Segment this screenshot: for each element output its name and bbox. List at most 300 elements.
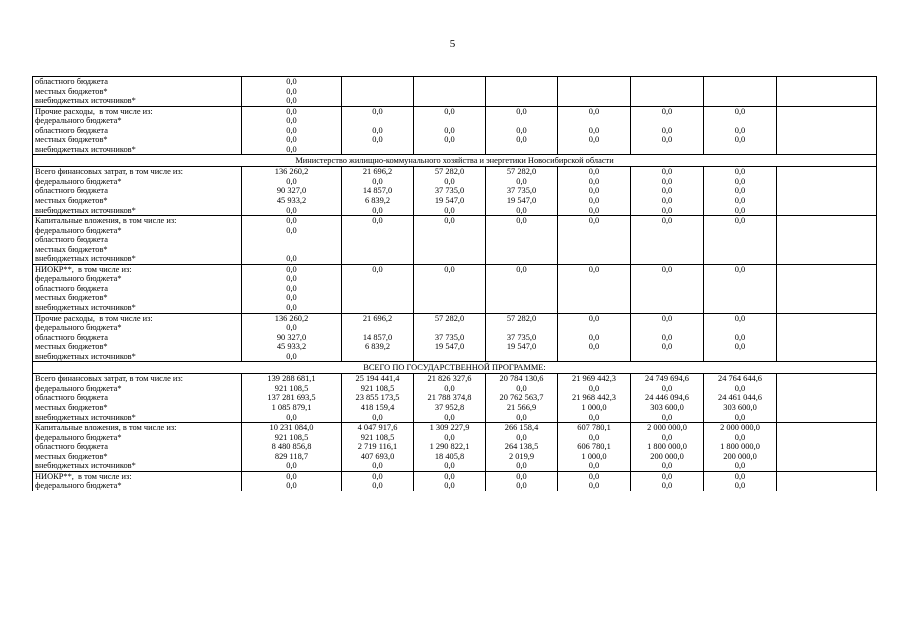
- cell-value: 0,0: [516, 106, 527, 116]
- row-label: Прочие расходы, в том числе из:: [35, 106, 153, 116]
- row-label: областного бюджета: [35, 332, 108, 342]
- cell-value: [342, 226, 413, 236]
- cell-value: 0,0: [661, 481, 673, 491]
- row-label: областного бюджета: [35, 235, 108, 245]
- cell-value: [414, 245, 485, 255]
- cell-value: [631, 274, 703, 284]
- value-cell: [704, 471, 777, 491]
- row-label: федерального бюджета*: [35, 176, 122, 186]
- cell-value: 0,0: [588, 186, 600, 196]
- cell-value: [777, 374, 876, 384]
- cell-value: [558, 254, 630, 264]
- cell-value: [704, 254, 776, 264]
- value-cell: [242, 264, 342, 313]
- row-label: внебюджетных источников*: [35, 96, 136, 106]
- value-cell: [414, 264, 486, 313]
- cell-value: 1 800 000,0: [720, 442, 760, 452]
- cell-value: 0,0: [444, 471, 455, 481]
- cell-value: 57 282,0: [434, 313, 465, 323]
- cell-value: 0,0: [286, 323, 297, 333]
- cell-value: 0,0: [661, 216, 673, 226]
- cell-value: 607 780,1: [577, 423, 611, 433]
- cell-value: [486, 352, 557, 362]
- cell-value: [631, 235, 703, 245]
- cell-value: [242, 235, 341, 245]
- table-body: [33, 77, 877, 491]
- cell-value: 0,0: [286, 351, 297, 361]
- cell-value: 23 855 173,5: [355, 393, 400, 403]
- value-cell: [342, 106, 414, 155]
- cell-value: [414, 116, 485, 126]
- value-cell: [631, 374, 704, 423]
- cell-value: 407 693,0: [360, 451, 395, 461]
- cell-value: [558, 293, 630, 303]
- row-label: федерального бюджета*: [35, 481, 122, 491]
- cell-value: 0,0: [588, 264, 600, 274]
- cell-value: [486, 116, 557, 126]
- cell-value: 57 282,0: [506, 313, 537, 323]
- cell-value: 19 547,0: [434, 196, 465, 206]
- cell-value: 0,0: [372, 216, 383, 226]
- cell-value: 0,0: [372, 205, 383, 215]
- cell-value: [486, 96, 557, 106]
- cell-value: [486, 226, 557, 236]
- cell-value: 19 547,0: [506, 196, 537, 206]
- value-cell: [486, 106, 558, 155]
- cell-value: 19 547,0: [434, 342, 465, 352]
- cell-value: 0,0: [516, 461, 527, 471]
- cell-value: 0,0: [661, 313, 673, 323]
- cell-value: 24 461 044,6: [718, 393, 762, 403]
- row-label: местных бюджетов*: [35, 293, 108, 303]
- value-cell: [777, 216, 877, 265]
- row-label: Всего финансовых затрат, в том числе из:: [35, 374, 183, 384]
- value-cell: [704, 423, 777, 472]
- cell-value: 921 108,5: [274, 432, 309, 442]
- cell-value: [777, 265, 876, 275]
- cell-value: [777, 452, 876, 462]
- cell-value: 418 159,4: [360, 402, 395, 412]
- cell-value: 0,0: [734, 432, 746, 442]
- value-cell: [704, 264, 777, 313]
- cell-value: [777, 403, 876, 413]
- cell-value: [486, 87, 557, 97]
- cell-value: 0,0: [286, 461, 297, 471]
- row-label: федерального бюджета*: [35, 274, 122, 284]
- row-label: федерального бюджета*: [35, 432, 122, 442]
- cell-value: 24 749 694,6: [645, 374, 689, 384]
- row-label: НИОКР**, в том числе из:: [35, 264, 132, 274]
- cell-value: 6 839,2: [364, 196, 391, 206]
- cell-value: [777, 442, 876, 452]
- cell-value: 0,0: [286, 264, 297, 274]
- value-cell: [242, 106, 342, 155]
- row-label: местных бюджетов*: [35, 135, 108, 145]
- cell-value: 0,0: [734, 342, 746, 352]
- cell-value: [704, 303, 776, 313]
- cell-value: 921 108,5: [274, 383, 309, 393]
- cell-value: [777, 284, 876, 294]
- cell-value: 8 480 856,8: [271, 442, 312, 452]
- cell-value: 0,0: [588, 432, 600, 442]
- cell-value: [777, 323, 876, 333]
- cell-value: [704, 235, 776, 245]
- value-cell: [486, 471, 558, 491]
- cell-value: 0,0: [661, 342, 673, 352]
- row-label: Прочие расходы, в том числе из:: [35, 313, 153, 323]
- cell-value: [704, 145, 776, 155]
- value-cell: [558, 471, 631, 491]
- cell-value: 0,0: [516, 471, 527, 481]
- value-cell: [631, 167, 704, 216]
- cell-value: 0,0: [286, 274, 297, 284]
- cell-value: 0,0: [516, 205, 527, 215]
- cell-value: 0,0: [286, 254, 297, 264]
- cell-value: 0,0: [734, 264, 746, 274]
- section-header-row: [33, 362, 877, 374]
- row-labels-cell: [33, 264, 242, 313]
- cell-value: [631, 303, 703, 313]
- row-label: областного бюджета: [35, 125, 108, 135]
- cell-value: [558, 87, 630, 97]
- cell-value: [631, 145, 703, 155]
- value-cell: [777, 77, 877, 107]
- cell-value: 0,0: [661, 412, 673, 422]
- value-cell: [558, 167, 631, 216]
- cell-value: 0,0: [734, 125, 746, 135]
- cell-value: 90 327,0: [276, 332, 307, 342]
- row-label: местных бюджетов*: [35, 342, 108, 352]
- cell-value: [342, 245, 413, 255]
- cell-value: 0,0: [516, 125, 527, 135]
- cell-value: 0,0: [734, 461, 746, 471]
- cell-value: 2 000 000,0: [720, 423, 760, 433]
- value-cell: [342, 264, 414, 313]
- value-cell: [414, 106, 486, 155]
- cell-value: 0,0: [372, 125, 383, 135]
- cell-value: [777, 293, 876, 303]
- value-cell: [486, 374, 558, 423]
- cell-value: 0,0: [588, 205, 600, 215]
- value-cell: [486, 313, 558, 362]
- cell-value: [342, 323, 413, 333]
- value-cell: [704, 77, 777, 107]
- cell-value: [777, 393, 876, 403]
- value-cell: [631, 471, 704, 491]
- cell-value: 0,0: [661, 471, 673, 481]
- cell-value: [342, 235, 413, 245]
- cell-value: 2 019,9: [508, 451, 535, 461]
- cell-value: 303 600,0: [650, 402, 684, 412]
- cell-value: 200 000,0: [650, 451, 684, 461]
- value-cell: [777, 106, 877, 155]
- cell-value: 0,0: [372, 135, 383, 145]
- cell-value: 24 764 644,6: [718, 374, 762, 384]
- cell-value: 18 405,8: [434, 451, 465, 461]
- cell-value: [777, 177, 876, 187]
- cell-value: 0,0: [734, 216, 746, 226]
- row-label: Всего финансовых затрат, в том числе из:: [35, 167, 183, 177]
- cell-value: [486, 274, 557, 284]
- cell-value: 0,0: [372, 106, 383, 116]
- cell-value: 0,0: [661, 125, 673, 135]
- value-cell: [242, 216, 342, 265]
- table-row: [33, 374, 877, 423]
- cell-value: [486, 145, 557, 155]
- cell-value: 37 735,0: [434, 332, 465, 342]
- row-label: внебюджетных источников*: [35, 351, 136, 361]
- value-cell: [631, 264, 704, 313]
- cell-value: 0,0: [661, 196, 673, 206]
- cell-value: [777, 206, 876, 216]
- cell-value: [777, 314, 876, 324]
- cell-value: 0,0: [661, 432, 673, 442]
- cell-value: 1 800 000,0: [647, 442, 687, 452]
- cell-value: 0,0: [661, 461, 673, 471]
- cell-value: 0,0: [734, 135, 746, 145]
- cell-value: 1 085 879,1: [271, 402, 312, 412]
- table-row: [33, 423, 877, 472]
- cell-value: [777, 413, 876, 423]
- row-label: федерального бюджета*: [35, 323, 122, 333]
- cell-value: 0,0: [734, 167, 746, 177]
- cell-value: 6 839,2: [364, 342, 391, 352]
- cell-value: [414, 226, 485, 236]
- cell-value: 0,0: [588, 167, 600, 177]
- value-cell: [342, 374, 414, 423]
- row-label: областного бюджета: [35, 393, 108, 403]
- value-cell: [486, 216, 558, 265]
- cell-value: 139 288 681,1: [267, 374, 316, 384]
- cell-value: 37 952,8: [434, 402, 465, 412]
- cell-value: [558, 116, 630, 126]
- cell-value: 57 282,0: [506, 167, 537, 177]
- cell-value: [777, 235, 876, 245]
- cell-value: [414, 274, 485, 284]
- row-label: местных бюджетов*: [35, 451, 108, 461]
- cell-value: 0,0: [444, 205, 455, 215]
- value-cell: [342, 77, 414, 107]
- cell-value: 0,0: [734, 481, 746, 491]
- cell-value: [558, 145, 630, 155]
- cell-value: [777, 274, 876, 284]
- cell-value: 0,0: [588, 313, 600, 323]
- value-cell: [242, 77, 342, 107]
- cell-value: 2 719 116,1: [357, 442, 398, 452]
- cell-value: 21 788 374,8: [427, 393, 472, 403]
- cell-value: 0,0: [661, 135, 673, 145]
- cell-value: [777, 423, 876, 433]
- cell-value: 264 138,5: [504, 442, 539, 452]
- table-row: [33, 264, 877, 313]
- cell-value: 0,0: [734, 176, 746, 186]
- cell-value: [486, 293, 557, 303]
- cell-value: 0,0: [734, 106, 746, 116]
- cell-value: [704, 284, 776, 294]
- cell-value: 0,0: [516, 264, 527, 274]
- cell-value: [777, 384, 876, 394]
- cell-value: [342, 77, 413, 87]
- cell-value: [342, 274, 413, 284]
- value-cell: [414, 471, 486, 491]
- cell-value: 0,0: [516, 481, 527, 491]
- cell-value: 0,0: [286, 77, 297, 86]
- value-cell: [242, 374, 342, 423]
- cell-value: 21 826 327,6: [427, 374, 472, 384]
- cell-value: 1 290 822,1: [429, 442, 470, 452]
- cell-value: [486, 235, 557, 245]
- cell-value: [414, 235, 485, 245]
- cell-value: 21 696,2: [362, 313, 393, 323]
- cell-value: [704, 96, 776, 106]
- cell-value: [704, 87, 776, 97]
- row-labels-cell: [33, 423, 242, 472]
- cell-value: 0,0: [286, 106, 297, 116]
- cell-value: [558, 235, 630, 245]
- value-cell: [631, 77, 704, 107]
- cell-value: [777, 342, 876, 352]
- cell-value: 0,0: [516, 383, 527, 393]
- cell-value: [486, 323, 557, 333]
- cell-value: 0,0: [734, 205, 746, 215]
- value-cell: [704, 167, 777, 216]
- cell-value: [777, 145, 876, 155]
- cell-value: [777, 186, 876, 196]
- cell-value: [414, 87, 485, 97]
- value-cell: [704, 313, 777, 362]
- cell-value: [704, 116, 776, 126]
- cell-value: 0,0: [588, 216, 600, 226]
- cell-value: 14 857,0: [362, 332, 393, 342]
- cell-value: 21 969 442,3: [572, 374, 616, 384]
- value-cell: [342, 471, 414, 491]
- cell-value: 266 158,4: [504, 423, 539, 433]
- cell-value: [777, 472, 876, 482]
- section-header: Министерство жилищно-коммунального хозяйства и энергетики Новосибирской области: [33, 155, 877, 167]
- cell-value: 19 547,0: [506, 342, 537, 352]
- cell-value: 303 600,0: [723, 402, 757, 412]
- cell-value: [777, 303, 876, 313]
- cell-value: [558, 96, 630, 106]
- row-label: внебюджетных источников*: [35, 461, 136, 471]
- cell-value: [777, 352, 876, 362]
- row-label: внебюджетных источников*: [35, 144, 136, 154]
- cell-value: 0,0: [588, 383, 600, 393]
- cell-value: 0,0: [286, 96, 297, 106]
- cell-value: 0,0: [286, 176, 297, 186]
- section-header: ВСЕГО ПО ГОСУДАРСТВЕННОЙ ПРОГРАММЕ:: [33, 362, 877, 374]
- value-cell: [342, 216, 414, 265]
- cell-value: [777, 126, 876, 136]
- cell-value: [414, 284, 485, 294]
- row-label: областного бюджета: [35, 442, 108, 452]
- cell-value: 0,0: [588, 135, 600, 145]
- cell-value: [777, 116, 876, 126]
- cell-value: [342, 352, 413, 362]
- cell-value: [704, 245, 776, 255]
- cell-value: [558, 274, 630, 284]
- cell-value: 0,0: [588, 412, 600, 422]
- cell-value: 829 118,7: [274, 451, 309, 461]
- cell-value: [342, 96, 413, 106]
- cell-value: 0,0: [444, 383, 455, 393]
- value-cell: [342, 423, 414, 472]
- cell-value: [414, 77, 485, 87]
- cell-value: [414, 254, 485, 264]
- value-cell: [777, 313, 877, 362]
- cell-value: [631, 226, 703, 236]
- cell-value: [558, 323, 630, 333]
- cell-value: 0,0: [372, 481, 383, 491]
- cell-value: 0,0: [588, 332, 600, 342]
- cell-value: 0,0: [286, 303, 297, 313]
- table-row: [33, 167, 877, 216]
- cell-value: 0,0: [661, 383, 673, 393]
- cell-value: [558, 352, 630, 362]
- value-cell: [777, 374, 877, 423]
- cell-value: 20 784 130,6: [499, 374, 544, 384]
- cell-value: [631, 87, 703, 97]
- table-row: [33, 471, 877, 491]
- cell-value: [631, 323, 703, 333]
- cell-value: 0,0: [372, 264, 383, 274]
- row-label: областного бюджета: [35, 186, 108, 196]
- cell-value: 0,0: [444, 216, 455, 226]
- value-cell: [414, 313, 486, 362]
- row-label: местных бюджетов*: [35, 402, 108, 412]
- cell-value: 0,0: [734, 313, 746, 323]
- cell-value: 0,0: [444, 106, 455, 116]
- cell-value: 0,0: [734, 196, 746, 206]
- value-cell: [414, 167, 486, 216]
- cell-value: [242, 245, 341, 255]
- value-cell: [704, 106, 777, 155]
- value-cell: [242, 167, 342, 216]
- cell-value: 0,0: [661, 205, 673, 215]
- cell-value: [414, 303, 485, 313]
- value-cell: [242, 423, 342, 472]
- cell-value: [777, 333, 876, 343]
- cell-value: 0,0: [588, 471, 600, 481]
- value-cell: [631, 423, 704, 472]
- cell-value: 0,0: [444, 135, 455, 145]
- cell-value: 0,0: [444, 461, 455, 471]
- cell-value: 90 327,0: [276, 186, 307, 196]
- cell-value: 21 968 442,3: [572, 393, 616, 403]
- row-labels-cell: [33, 167, 242, 216]
- cell-value: 0,0: [286, 144, 297, 154]
- value-cell: [414, 374, 486, 423]
- value-cell: [631, 216, 704, 265]
- cell-value: [704, 77, 776, 87]
- cell-value: 0,0: [286, 116, 297, 126]
- cell-value: 37 735,0: [434, 186, 465, 196]
- cell-value: [631, 77, 703, 87]
- cell-value: [631, 116, 703, 126]
- cell-value: [342, 303, 413, 313]
- value-cell: [558, 216, 631, 265]
- cell-value: [342, 254, 413, 264]
- value-cell: [777, 471, 877, 491]
- cell-value: [631, 284, 703, 294]
- cell-value: [777, 433, 876, 443]
- cell-value: 0,0: [516, 135, 527, 145]
- cell-value: [777, 254, 876, 264]
- cell-value: [777, 77, 876, 87]
- cell-value: [777, 245, 876, 255]
- value-cell: [558, 77, 631, 107]
- cell-value: 0,0: [734, 412, 746, 422]
